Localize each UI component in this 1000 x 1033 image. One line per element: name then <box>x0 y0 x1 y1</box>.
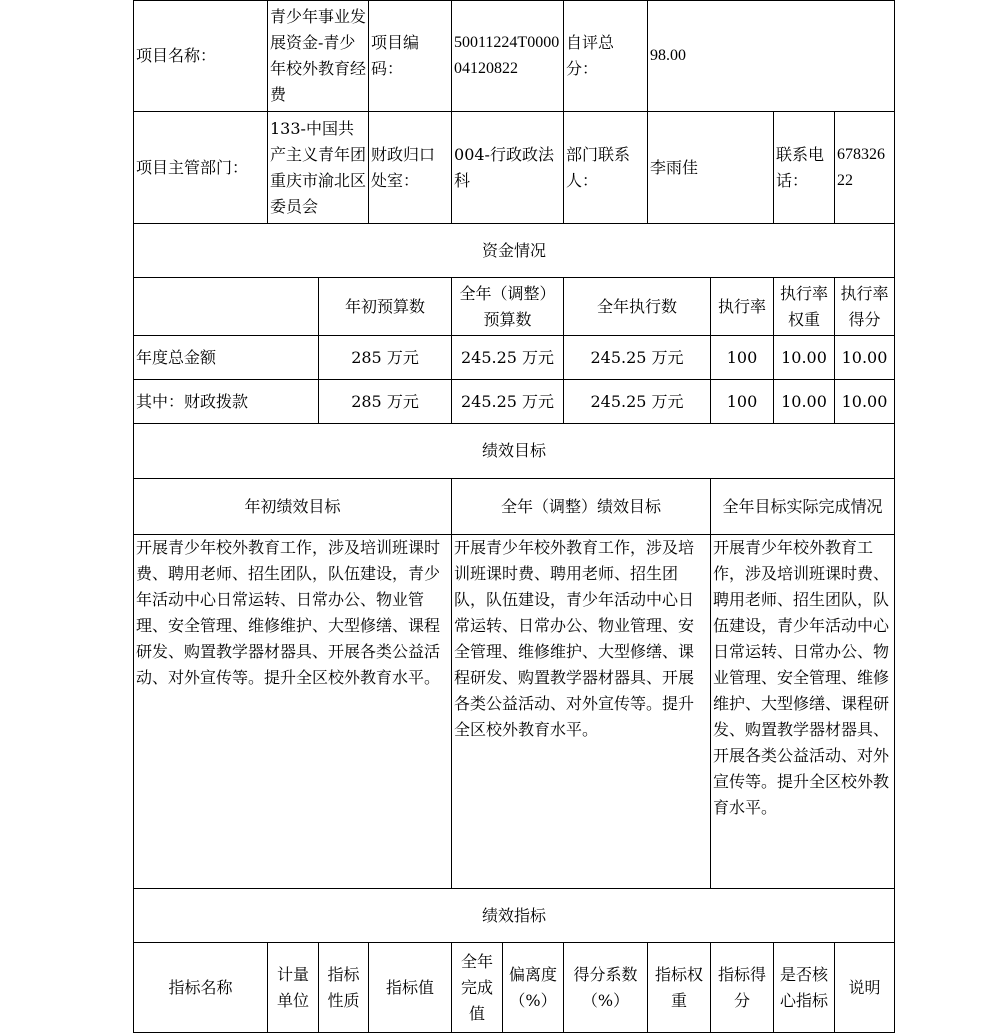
self-score-label: 自评总分： <box>564 1 648 112</box>
funding-cell: 245.25 万元 <box>564 336 711 380</box>
project-name-label: 项目名称： <box>134 1 268 112</box>
funding-cell: 100 <box>711 336 774 380</box>
actual-completion: 开展青少年校外教育工作，涉及培训班课时费、聘用老师、招生团队，队伍建设，青少年活动中心日常运转、日常办公、物业管理、安全管理、维修维护、大型修缮、课程研发、购置教学器材器具、开展各类公益活动、对外宣传等。提升全区校外教育水平。 <box>711 535 895 889</box>
funding-header: 执行率得分 <box>835 278 895 336</box>
funding-header-row <box>134 278 895 336</box>
funding-cell: 10.00 <box>774 380 835 424</box>
funding-cell: 100 <box>711 380 774 424</box>
target-header: 全年（调整）绩效目标 <box>452 479 711 535</box>
funding-cell: 10.00 <box>774 336 835 380</box>
funding-header <box>134 278 319 336</box>
funding-section-title: 资金情况 <box>134 224 895 278</box>
indicator-header: 说明 <box>835 943 895 1033</box>
indicators-section-title: 绩效指标 <box>134 889 895 943</box>
indicator-header: 全年完成值 <box>452 943 503 1033</box>
indicator-header: 计量单位 <box>268 943 319 1033</box>
targets-row <box>134 535 895 889</box>
project-name-value: 青少年事业发展资金-青少年校外教育经费 <box>268 1 369 112</box>
funding-cell: 年度总金额 <box>134 336 319 380</box>
indicator-header: 偏离度（%） <box>503 943 564 1033</box>
phone-value: 67832622 <box>835 112 895 224</box>
funding-header: 全年执行数 <box>564 278 711 336</box>
funding-row <box>134 336 895 380</box>
project-code-label: 项目编码： <box>369 1 452 112</box>
funding-cell: 245.25 万元 <box>452 380 564 424</box>
funding-header: 全年（调整）预算数 <box>452 278 564 336</box>
funding-cell: 245.25 万元 <box>452 336 564 380</box>
funding-cell: 245.25 万元 <box>564 380 711 424</box>
funding-cell: 10.00 <box>835 336 895 380</box>
initial-target: 开展青少年校外教育工作，涉及培训班课时费、聘用老师、招生团队，队伍建设，青少年活动中心日常运转、日常办公、物业管理、安全管理、维修维护、大型修缮、课程研发、购置教学器材器具、开展各类公益活动、对外宣传等。提升全区校外教育水平。 <box>134 535 452 889</box>
targets-header-row <box>134 479 895 535</box>
funding-row <box>134 380 895 424</box>
indicator-header: 指标权重 <box>648 943 711 1033</box>
adjusted-target: 开展青少年校外教育工作，涉及培训班课时费、聘用老师、招生团队，队伍建设，青少年活动中心日常运转、日常办公、物业管理、安全管理、维修维护、大型修缮、课程研发、购置教学器材器具、开展各类公益活动、对外宣传等。提升全区校外教育水平。 <box>452 535 711 889</box>
department-value: 133-中国共产主义青年团重庆市渝北区委员会 <box>268 112 369 224</box>
project-name-row <box>134 1 895 112</box>
performance-evaluation-table <box>133 0 895 1033</box>
phone-label: 联系电话： <box>774 112 835 224</box>
finance-office-label: 财政归口处室： <box>369 112 452 224</box>
contact-value: 李雨佳 <box>648 112 774 224</box>
department-row <box>134 112 895 224</box>
indicator-header: 得分系数（%） <box>564 943 648 1033</box>
funding-header: 年初预算数 <box>319 278 452 336</box>
indicator-header: 指标名称 <box>134 943 268 1033</box>
funding-cell: 其中：财政拨款 <box>134 380 319 424</box>
funding-header: 执行率 <box>711 278 774 336</box>
department-label: 项目主管部门： <box>134 112 268 224</box>
self-score-value: 98.00 <box>648 1 895 112</box>
targets-section-title: 绩效目标 <box>134 424 895 479</box>
indicator-header: 指标得分 <box>711 943 774 1033</box>
target-header: 全年目标实际完成情况 <box>711 479 895 535</box>
indicator-header: 是否核心指标 <box>774 943 835 1033</box>
contact-label: 部门联系人： <box>564 112 648 224</box>
indicators-header-row <box>134 943 895 1033</box>
indicator-header: 指标值 <box>369 943 452 1033</box>
funding-header: 执行率权重 <box>774 278 835 336</box>
funding-cell: 10.00 <box>835 380 895 424</box>
funding-cell: 285 万元 <box>319 380 452 424</box>
indicator-header: 指标性质 <box>319 943 369 1033</box>
project-code-value: 50011224T000004120822 <box>452 1 564 112</box>
funding-cell: 285 万元 <box>319 336 452 380</box>
target-header: 年初绩效目标 <box>134 479 452 535</box>
finance-office-value: 004-行政政法科 <box>452 112 564 224</box>
